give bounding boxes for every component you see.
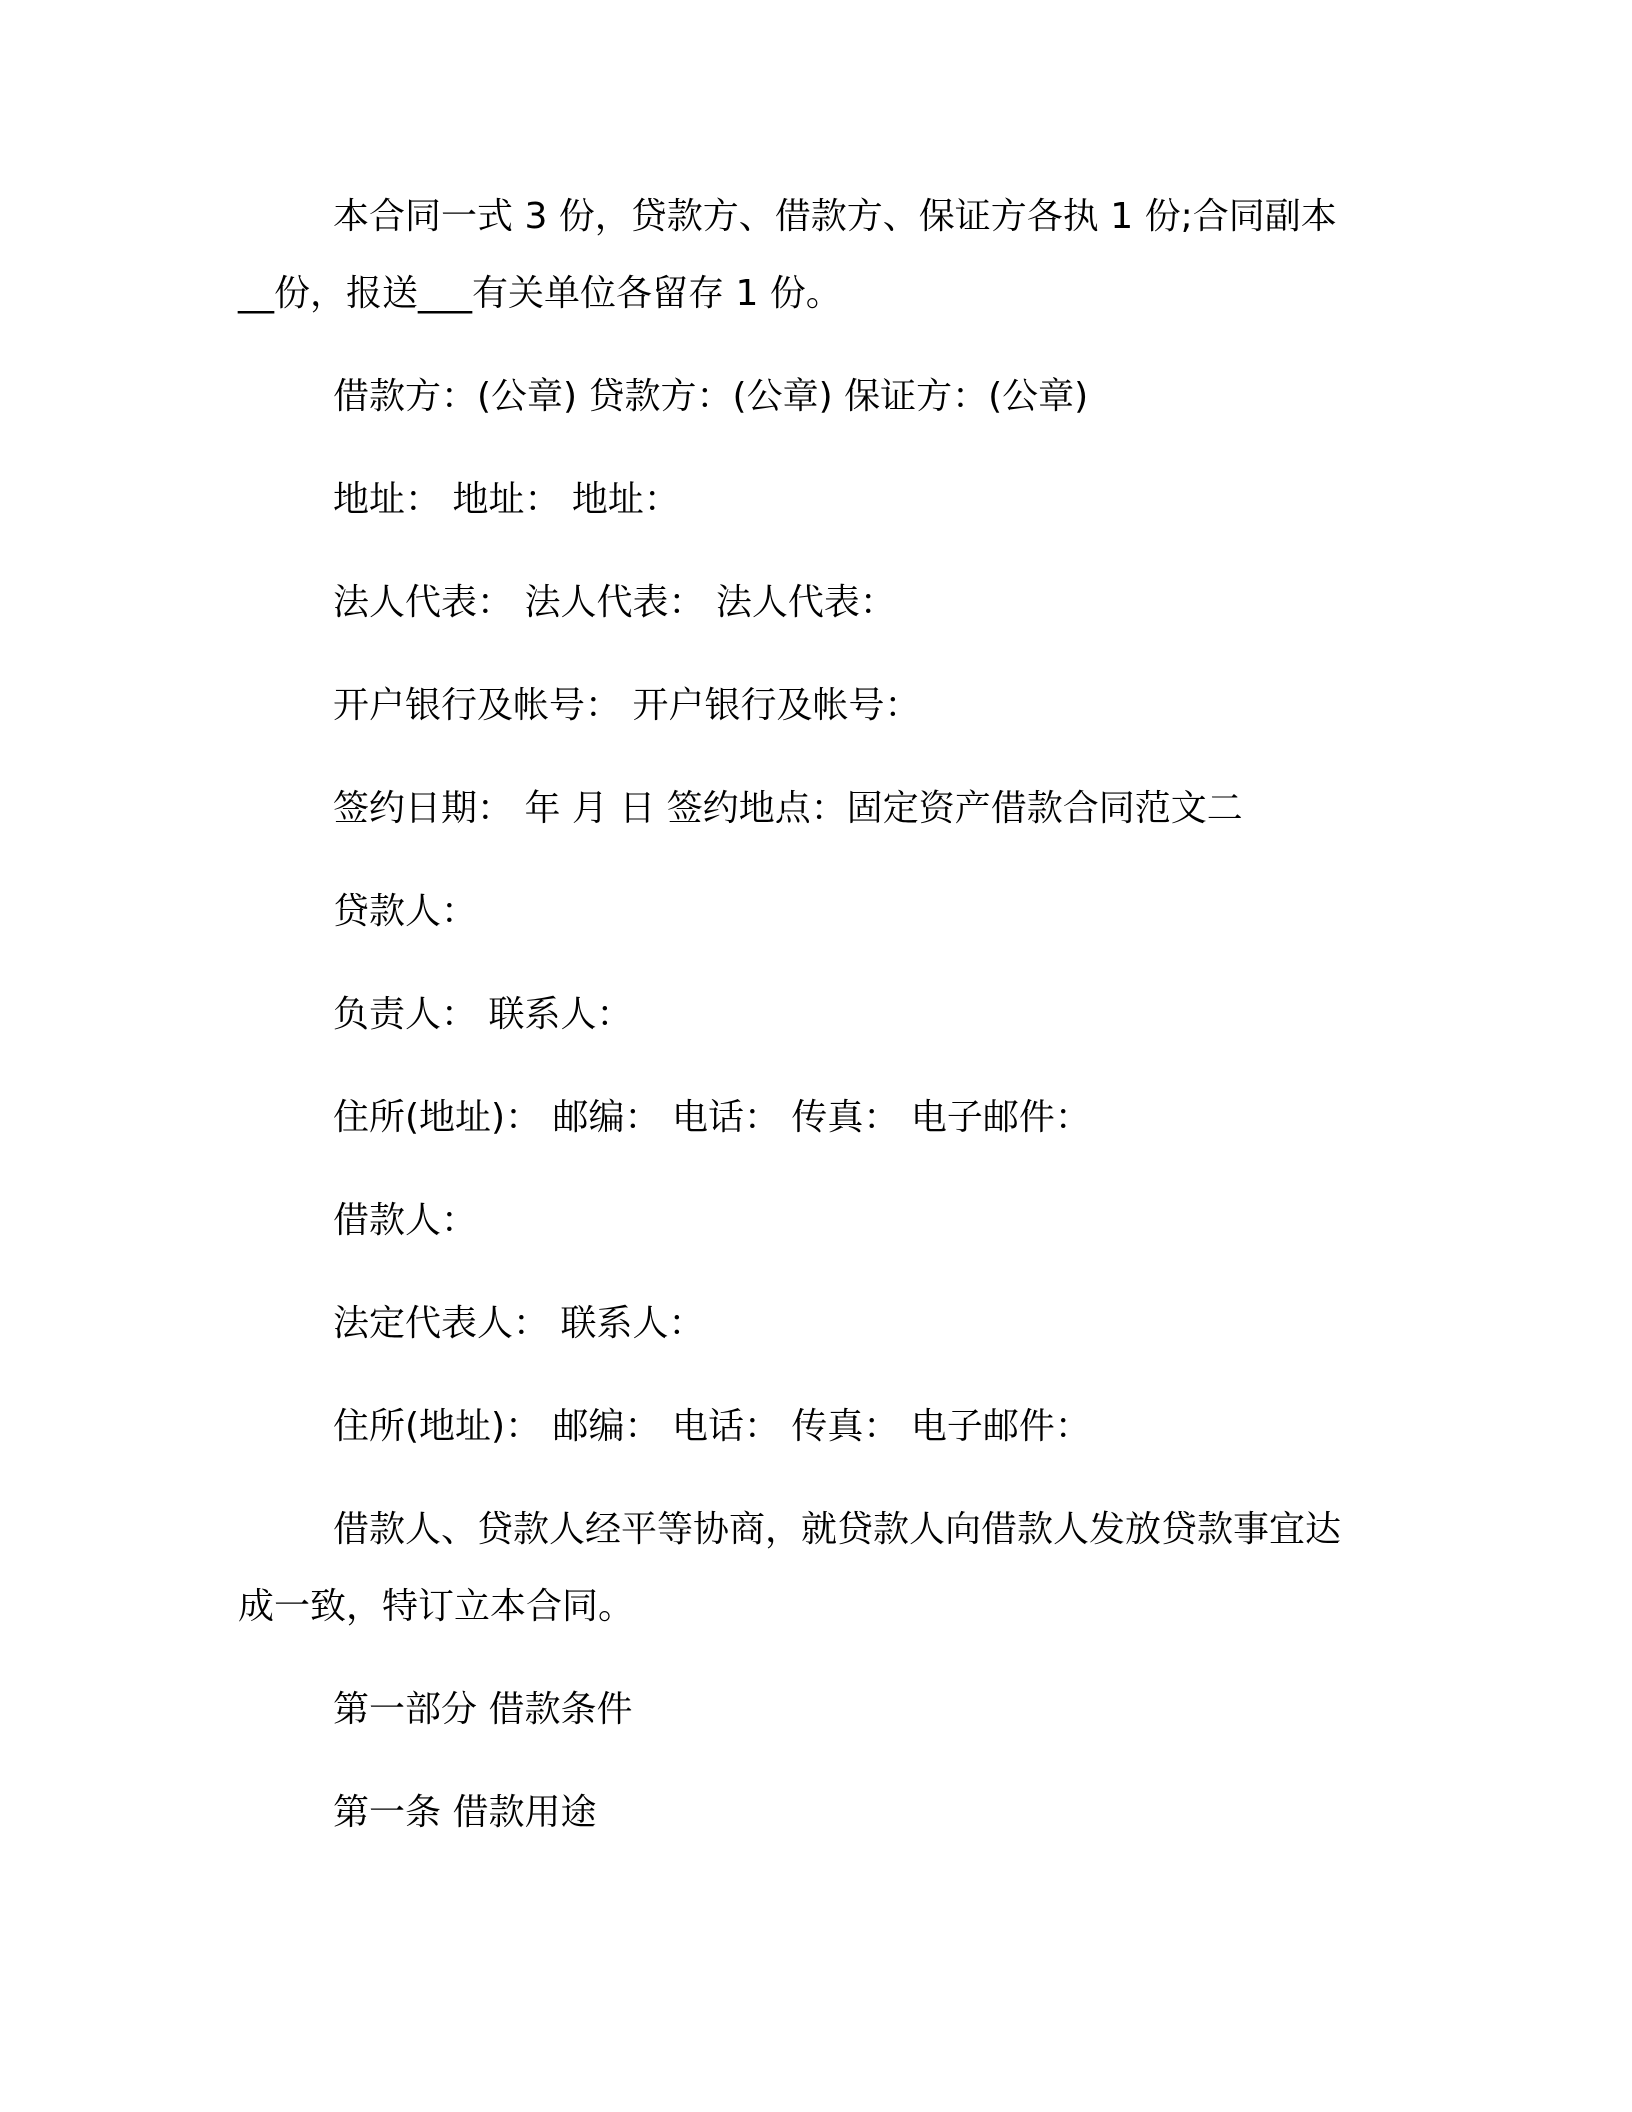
paragraph-copies-line-1: 本合同一式 3 份，贷款方、借款方、保证方各执 1 份;合同副本 xyxy=(333,196,1337,237)
borrower-address-line: 住所(地址)： 邮编： 电话： 传真： 电子邮件： xyxy=(333,1406,1091,1447)
agreement-paragraph-line-1: 借款人、贷款人经平等协商，就贷款人向借款人发放贷款事宜达 xyxy=(333,1509,1342,1550)
paragraph-copies-line-2: __份，报送___有关单位各留存 1 份。 xyxy=(238,273,842,314)
lender-contact-line: 负责人： 联系人： xyxy=(333,994,633,1035)
bank-account-line: 开户银行及帐号： 开户银行及帐号： xyxy=(333,685,921,726)
lender-label: 贷款人： xyxy=(333,891,478,932)
agreement-paragraph-line-2: 成一致，特订立本合同。 xyxy=(238,1586,635,1627)
article-one-heading: 第一条 借款用途 xyxy=(333,1792,597,1833)
address-line: 地址： 地址： 地址： xyxy=(333,479,680,520)
borrower-contact-line: 法定代表人： 联系人： xyxy=(333,1303,705,1344)
borrower-label: 借款人： xyxy=(333,1200,478,1241)
legal-representative-line: 法人代表： 法人代表： 法人代表： xyxy=(333,582,896,623)
signing-date-line: 签约日期： 年 月 日 签约地点：固定资产借款合同范文二 xyxy=(333,788,1243,829)
lender-address-line: 住所(地址)： 邮编： 电话： 传真： 电子邮件： xyxy=(333,1097,1091,1138)
signatory-seals-line: 借款方：(公章) 贷款方：(公章) 保证方：(公章) xyxy=(333,376,1089,417)
part-one-heading: 第一部分 借款条件 xyxy=(333,1689,633,1730)
